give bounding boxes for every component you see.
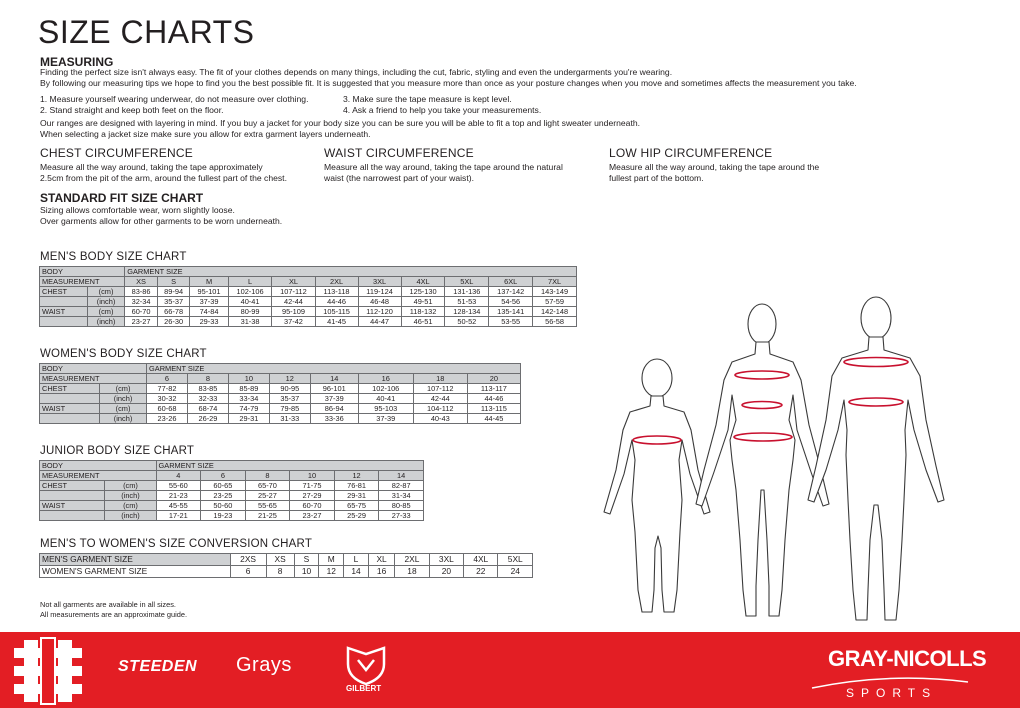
size-value: 137-142 [489,287,533,297]
size-value: 21-25 [245,511,290,521]
size-value: 86-94 [310,404,358,414]
low-hip-circumference-title: LOW HIP CIRCUMFERENCE [609,146,773,160]
size-value: 113-117 [467,384,520,394]
size-value: 50-60 [201,501,246,511]
size-value: 2XS [230,554,266,566]
table-row [40,297,577,307]
size-value: 44-46 [315,297,358,307]
tip-3: 3. Make sure the tape measure is kept level. [343,94,512,104]
garment-size-label: GARMENT SIZE [125,267,577,277]
unit-label: (cm) [100,404,147,414]
size-value: 113-115 [467,404,520,414]
size-header: 18 [413,374,467,384]
size-value: 21-23 [156,491,201,501]
size-value: 65-75 [334,501,379,511]
table-row [40,554,533,566]
size-header: 12 [269,374,310,384]
row-label [40,297,88,307]
unit-label: (cm) [105,481,156,491]
table-row [40,384,521,394]
note-line: All measurements are an approximate guide. [40,610,188,619]
size-value: 32-34 [125,297,158,307]
measuring-heading: MEASURING [40,55,114,69]
row-label: CHEST [40,384,100,394]
unit-label: (cm) [105,501,156,511]
size-value: 95-101 [190,287,228,297]
size-header: 10 [290,471,335,481]
conversion-table [39,553,533,578]
measurement-label: MEASUREMENT [40,374,147,384]
size-value: 27-33 [379,511,424,521]
row-label: CHEST [40,481,105,491]
measuring-intro [40,67,1000,89]
chest-circumference-line: 2.5cm from the pit of the arm, around the fullest part of the chest. [40,173,287,184]
size-value: XL [368,554,394,566]
size-value: 22 [464,566,498,578]
size-value: 46-48 [358,297,401,307]
tips-right [343,94,643,116]
size-value: 4XL [464,554,498,566]
size-value: 44-47 [358,317,401,327]
chest-circumference-title: CHEST CIRCUMFERENCE [40,146,193,160]
size-value: 105-115 [315,307,358,317]
size-value: 25-27 [245,491,290,501]
garment-size-label: GARMENT SIZE [147,364,521,374]
size-value: 112-120 [358,307,401,317]
size-value: 8 [266,566,294,578]
size-header: 14 [310,374,358,384]
size-value: M [319,554,344,566]
body-label: BODY [40,364,147,374]
unit-label: (inch) [87,317,124,327]
unit-label: (inch) [100,414,147,424]
size-value: 12 [319,566,344,578]
table-header-row [40,461,424,471]
size-header: 4XL [401,277,445,287]
row-label [40,394,100,404]
size-value: 74-84 [190,307,228,317]
intro-line: By following our measuring tips we hope to find you the best possible fit. It is suggested that you measure more than once as your posture changes when you move and sometimes affects the measurement you take. [40,78,857,89]
gray-nicolls-badge-icon [10,636,86,706]
mens-size-table [39,266,577,327]
size-value: 33-34 [228,394,269,404]
table-row [40,287,577,297]
low-hip-circumference-line: fullest part of the bottom. [609,173,704,184]
size-value: 23-26 [147,414,188,424]
size-value: 142-148 [533,307,577,317]
sports-wordmark: SPORTS [846,686,938,700]
size-value: 89-94 [157,287,190,297]
size-value: 80-99 [228,307,272,317]
tip-2: 2. Stand straight and keep both feet on the floor. [40,105,224,116]
size-value: 135-141 [489,307,533,317]
size-value: 54-56 [489,297,533,307]
intro-line: Finding the perfect size isn't always easy. The fit of your clothes depends on many things, including the cut, fabric, styling and even the undergarments you're wearing. [40,67,673,77]
size-value: 23-27 [290,511,335,521]
size-value: 25-29 [334,511,379,521]
size-header: 6XL [489,277,533,287]
size-value: 2XL [395,554,429,566]
table-row [40,481,424,491]
size-header: 8 [187,374,228,384]
size-value: 31-34 [379,491,424,501]
size-value: 40-43 [413,414,467,424]
note-line: Not all garments are available in all sizes. [40,600,176,609]
chest-circumference-line: Measure all the way around, taking the tape approximately [40,162,263,172]
size-value: 82-87 [379,481,424,491]
junior-size-table [39,460,424,521]
size-header: 2XL [315,277,358,287]
size-value: 37-39 [310,394,358,404]
layering-text [40,118,1000,140]
size-value: 83-86 [125,287,158,297]
table-row [40,404,521,414]
size-value: 113-118 [315,287,358,297]
size-value: 24 [498,566,533,578]
chest-circumference [40,146,330,184]
size-value: 31-33 [269,414,310,424]
row-label [40,511,105,521]
table-row [40,317,577,327]
notes [40,600,187,620]
tip-4: 4. Ask a friend to help you take your measurements. [343,105,542,116]
size-value: 77-82 [147,384,188,394]
size-value: 107-112 [413,384,467,394]
size-value: 71-75 [290,481,335,491]
size-value: 27-29 [290,491,335,501]
size-header: 6 [147,374,188,384]
size-value: 33-36 [310,414,358,424]
size-header: 6 [201,471,246,481]
size-value: 57-59 [533,297,577,307]
size-header: XS [125,277,158,287]
size-value: 51-53 [445,297,489,307]
unit-label: (cm) [87,307,124,317]
size-value: 40-41 [358,394,413,404]
unit-label: (cm) [100,384,147,394]
size-value: 45-55 [156,501,201,511]
size-value: 3XL [429,554,463,566]
size-header: S [157,277,190,287]
size-header: 20 [467,374,520,384]
size-value: XS [266,554,294,566]
size-value: 96-101 [310,384,358,394]
size-value: 143-149 [533,287,577,297]
size-value: 16 [368,566,394,578]
size-value: 118-132 [401,307,445,317]
mens-chart-title: MEN'S BODY SIZE CHART [40,251,187,263]
body-label: BODY [40,461,157,471]
conversion-chart-title: MEN'S TO WOMEN'S SIZE CONVERSION CHART [40,538,313,550]
size-value: 6 [230,566,266,578]
table-header-row [40,374,521,384]
size-value: 83-85 [187,384,228,394]
size-header: M [190,277,228,287]
row-label: WAIST [40,404,100,414]
size-value: 76-81 [334,481,379,491]
size-value: 5XL [498,554,533,566]
standard-fit-heading: STANDARD FIT SIZE CHART [40,191,204,205]
low-hip-circumference-line: Measure all the way around, taking the tape around the [609,162,820,172]
size-value: 95-109 [272,307,315,317]
size-value: 29-31 [334,491,379,501]
size-value: 56-58 [533,317,577,327]
page-title: SIZE CHARTS [38,14,255,50]
woman-figure [696,304,829,616]
child-figure [604,359,710,612]
size-value: 46-51 [401,317,445,327]
size-value: 53-55 [489,317,533,327]
row-label [40,317,88,327]
size-value: 19-23 [201,511,246,521]
size-value: 49-51 [401,297,445,307]
size-value: 31-38 [228,317,272,327]
unit-label: (inch) [105,491,156,501]
layering-line: When selecting a jacket size make sure you allow for extra garment layers underneath. [40,129,371,140]
table-header-row [40,277,577,287]
unit-label: (cm) [87,287,124,297]
gray-nicolls-logo: GRAY-NICOLLS [828,646,987,671]
table-header-row [40,364,521,374]
table-row [40,491,424,501]
size-value: 35-37 [157,297,190,307]
size-value: 35-37 [269,394,310,404]
size-header: L [228,277,272,287]
measurement-label: MEASUREMENT [40,277,125,287]
size-value: 102-106 [358,384,413,394]
size-header: 4 [156,471,201,481]
row-label [40,414,100,424]
waist-circumference-line: Measure all the way around, taking the tape around the natural [324,162,563,172]
size-value: 66-78 [157,307,190,317]
man-figure [808,297,944,620]
table-header-row [40,471,424,481]
size-value: 125-130 [401,287,445,297]
size-value: 107-112 [272,287,315,297]
womens-size-table [39,363,521,424]
size-value: 14 [344,566,369,578]
size-header: XL [272,277,315,287]
table-header-row [40,267,577,277]
unit-label: (inch) [100,394,147,404]
size-value: 119-124 [358,287,401,297]
junior-chart-title: JUNIOR BODY SIZE CHART [40,445,195,457]
size-value: 37-39 [358,414,413,424]
row-label: CHEST [40,287,88,297]
standard-fit-line: Sizing allows comfortable wear, worn slightly loose. [40,205,235,215]
size-value: 55-60 [156,481,201,491]
size-value: 60-68 [147,404,188,414]
unit-label: (inch) [105,511,156,521]
measurement-label: MEASUREMENT [40,471,157,481]
size-value: 74-79 [228,404,269,414]
size-value: 68-74 [187,404,228,414]
size-header: 16 [358,374,413,384]
size-value: 20 [429,566,463,578]
size-value: 44-46 [467,394,520,404]
womens-garment-label: WOMEN'S GARMENT SIZE [40,566,231,578]
size-value: 60-65 [201,481,246,491]
waist-circumference-line: waist (the narrowest part of your waist). [324,173,474,184]
size-value: 18 [395,566,429,578]
size-value: 29-33 [190,317,228,327]
size-value: 42-44 [272,297,315,307]
size-value: L [344,554,369,566]
garment-size-label: GARMENT SIZE [156,461,423,471]
size-value: 40-41 [228,297,272,307]
standard-fit-line: Over garments allow for other garments to be worn underneath. [40,216,283,227]
size-value: 95-103 [358,404,413,414]
size-value: 50-52 [445,317,489,327]
size-value: 26-30 [157,317,190,327]
size-value: 32-33 [187,394,228,404]
tips-left [40,94,350,116]
table-row [40,501,424,511]
row-label [40,491,105,501]
size-value: 37-42 [272,317,315,327]
row-label: WAIST [40,501,105,511]
table-row [40,307,577,317]
table-row [40,394,521,404]
size-value: 80-85 [379,501,424,511]
size-value: 37-39 [190,297,228,307]
size-value: 90-95 [269,384,310,394]
size-value: 42-44 [413,394,467,404]
mens-garment-label: MEN'S GARMENT SIZE [40,554,231,566]
size-value: 29-31 [228,414,269,424]
size-header: 5XL [445,277,489,287]
size-value: 10 [294,566,319,578]
size-value: S [294,554,319,566]
waist-circumference-title: WAIST CIRCUMFERENCE [324,146,474,160]
size-value: 30-32 [147,394,188,404]
size-header: 14 [379,471,424,481]
size-value: 85-89 [228,384,269,394]
low-hip-circumference [609,146,909,184]
size-header: 12 [334,471,379,481]
unit-label: (inch) [87,297,124,307]
size-value: 23-27 [125,317,158,327]
grays-logo: Grays [236,654,292,676]
size-value: 102-106 [228,287,272,297]
tip-1: 1. Measure yourself wearing underwear, do not measure over clothing. [40,94,309,104]
size-value: 23-25 [201,491,246,501]
table-row [40,511,424,521]
body-figures-illustration [580,290,1020,630]
standard-fit-text [40,205,440,227]
size-header: 8 [245,471,290,481]
size-value: 60-70 [125,307,158,317]
body-label: BODY [40,267,125,277]
waist-circumference [324,146,614,184]
size-value: 128-134 [445,307,489,317]
size-value: 104-112 [413,404,467,414]
size-value: 131-136 [445,287,489,297]
table-row [40,566,533,578]
size-value: 60-70 [290,501,335,511]
table-row [40,414,521,424]
size-header: 3XL [358,277,401,287]
size-value: 41-45 [315,317,358,327]
size-value: 79-85 [269,404,310,414]
gilbert-logo: GILBERT [346,684,382,693]
size-value: 17-21 [156,511,201,521]
layering-line: Our ranges are designed with layering in mind. If you buy a jacket for your body size you can be sure you will be able to fit a top and light sweater underneath. [40,118,640,128]
size-value: 55-65 [245,501,290,511]
size-value: 65-70 [245,481,290,491]
row-label: WAIST [40,307,88,317]
size-header: 10 [228,374,269,384]
steeden-logo: STEEDEN [118,658,198,675]
brand-footer [0,632,1020,708]
womens-chart-title: WOMEN'S BODY SIZE CHART [40,348,207,360]
size-header: 7XL [533,277,577,287]
size-value: 26-29 [187,414,228,424]
size-value: 44-45 [467,414,520,424]
